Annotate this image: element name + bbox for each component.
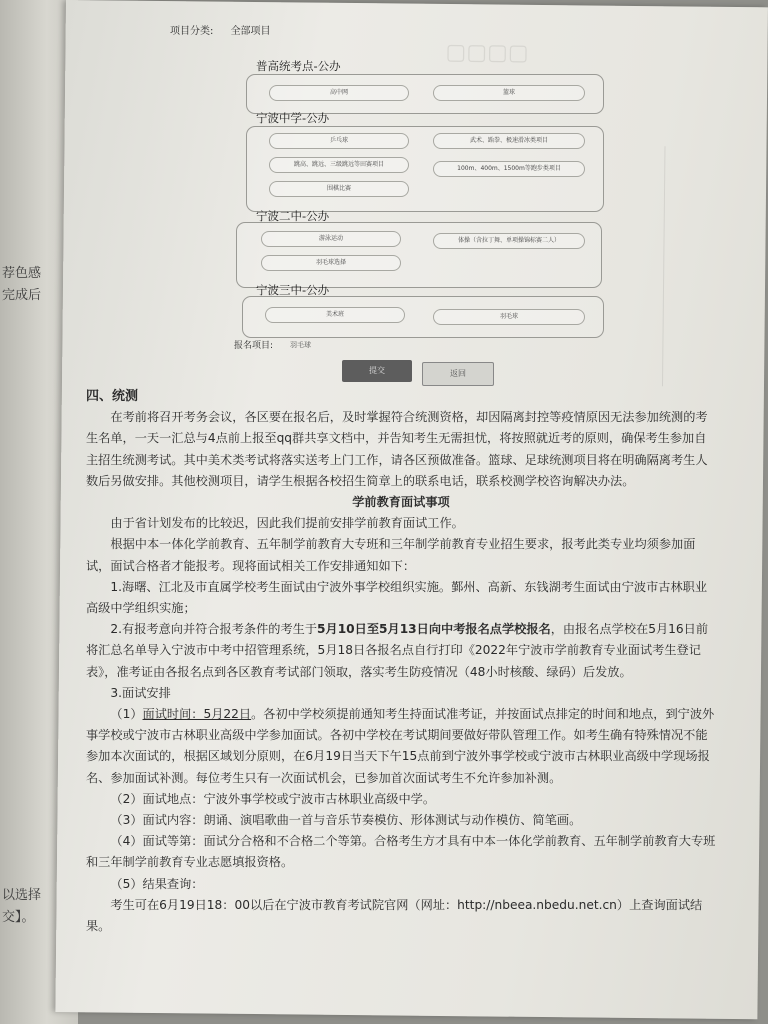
text-run: 2.有报考意向并符合报考条件的考生于	[110, 622, 318, 637]
paragraph	[86, 619, 716, 683]
registration-label: 报名项目:	[234, 341, 274, 351]
school-options-box	[236, 222, 602, 288]
paragraph: 由于省计划发布的比较迟，因此我们提前安排学前教育面试工作。	[110, 516, 464, 531]
bleed-through-table	[662, 146, 726, 387]
category-label: 项目分类:	[170, 26, 214, 37]
school-name: 普高统考点-公办	[256, 59, 341, 73]
left-fragment: 完成后	[2, 288, 42, 303]
option-chip[interactable]: 体操（含拉丁舞、单项操锦标赛二人）	[433, 233, 585, 249]
bleed-through: ▢▢▢▢	[445, 39, 529, 66]
text-run: ，由报名点学校在5月16日前将汇总名单导入宁波市中考中招管理系统，5月18日各报名点自行打印《2022年宁波市学前教育专业面试考生登记表》，准考证由各报名点到各区教育考试部门领取，落实考生防疫情况（48小时核酸、绿码）后发放。	[86, 622, 709, 679]
school-name: 宁波中学-公办	[256, 111, 330, 125]
paragraph: （3）面试内容：朗诵、演唱歌曲一首与音乐节奏模仿、形体测试与动作模仿、简笔画。	[110, 813, 582, 828]
paragraph: 3.面试安排	[110, 685, 171, 700]
paragraph: 考生可在6月19日18：00以后在宁波市教育考试院官网（网址：http://nbeea.nbedu.net.cn）上查询面试结果。	[86, 897, 703, 934]
text-run: 。各初中学校须提前通知考生持面试准考证，并按面试点排定的时间和地点，到宁波外事学校或宁波市古林职业高级中学参加面试。各初中学校在考试期间要做好带队管理工作。如考生确有特殊情况不能参加本次面试的，根据区域划分原则，在6月19日当天下午15点前到宁波外事学校或宁波市古林职业高级中学现场报名、参加面试补测。每位考生只有一次面试机会，已参加首次面试考生不允许参加补测。	[86, 707, 715, 785]
category-value[interactable]: 全部项目	[230, 26, 271, 37]
registration-value: 羽毛球	[290, 341, 311, 349]
option-chip[interactable]: 100m、400m、1500m等跑步类项目	[433, 161, 585, 177]
section-heading: 四、统测	[86, 389, 139, 404]
paragraph: （2）面试地点：宁波外事学校或宁波市古林职业高级中学。	[110, 791, 436, 806]
bold-text: 5月10日至5月13日向中考报名点学校报名	[317, 622, 551, 637]
left-fragment: 交】。	[2, 910, 35, 925]
back-button[interactable]: 返回	[422, 362, 494, 386]
underlined-text: 面试时间：5月22日	[142, 707, 252, 722]
paragraph: （4）面试等第：面试分合格和不合格二个等第。合格考生方才具有中本一体化学前教育、五年制学前教育大专班和三年制学前教育专业志愿填报资格。	[86, 834, 716, 870]
option-chip[interactable]: 高中网	[269, 85, 409, 101]
school-options-box	[246, 126, 604, 212]
option-chip[interactable]: 武术、跆拳、极速滑冰类项目	[433, 133, 585, 149]
option-chip[interactable]: 羽毛球选择	[261, 255, 401, 271]
option-chip[interactable]: 羽毛球	[433, 309, 585, 325]
school-options-box	[246, 74, 604, 114]
school-name: 宁波二中-公办	[256, 209, 330, 223]
paragraph	[86, 704, 716, 789]
paragraph: 1.海曙、江北及市直属学校考生面试由宁波外事学校组织实施。鄞州、高新、东钱湖考生面试由宁波市古林职业高级中学组织实施；	[86, 579, 708, 616]
text-run: （1）	[110, 707, 143, 722]
school-options-box	[242, 296, 604, 338]
category-row	[170, 22, 271, 37]
option-chip[interactable]: 游泳运动	[261, 231, 401, 247]
paragraph: 在考前将召开考务会议，各区要在报名后，及时掌握符合统测资格，却因隔离封控等疫情原因无法参加统测的考生名单，一天一汇总与4点前上报至qq群共享文档中，并告知考生无需担忧，将按照就近考的原则，确保考生参加自主招生统测考试。其中美术类考试将落实送考上门工作，请各区预做准备。篮球、足球统测项目将在明确隔离考生人数后另做安排。其他校测项目，请学生根据各校招生简章上的联系电话，联系校测学校咨询解决办法。	[86, 410, 708, 488]
left-fragment: 荐色感	[2, 266, 42, 281]
submit-button[interactable]: 提交	[342, 360, 412, 382]
document-body	[86, 386, 716, 937]
school-name: 宁波三中-公办	[256, 283, 330, 297]
option-chip[interactable]: 乒乓球	[269, 133, 409, 149]
option-chip[interactable]: 围棋比赛	[269, 181, 409, 197]
left-fragment: 以选择	[2, 888, 42, 903]
option-chip[interactable]: 篮球	[433, 85, 585, 101]
paragraph: 根据中本一体化学前教育、五年制学前教育大专班和三年制学前教育专业招生要求，报考此类专业均须参加面试，面试合格者才能报考。现将面试相关工作安排通知如下：	[86, 537, 696, 573]
paragraph: （5）结果查询：	[110, 876, 204, 891]
option-chip[interactable]: 跳高、跳远、三级跳远等田赛项目	[269, 157, 409, 173]
section-title: 学前教育面试事项	[352, 495, 450, 510]
option-chip[interactable]: 美术班	[265, 307, 405, 323]
